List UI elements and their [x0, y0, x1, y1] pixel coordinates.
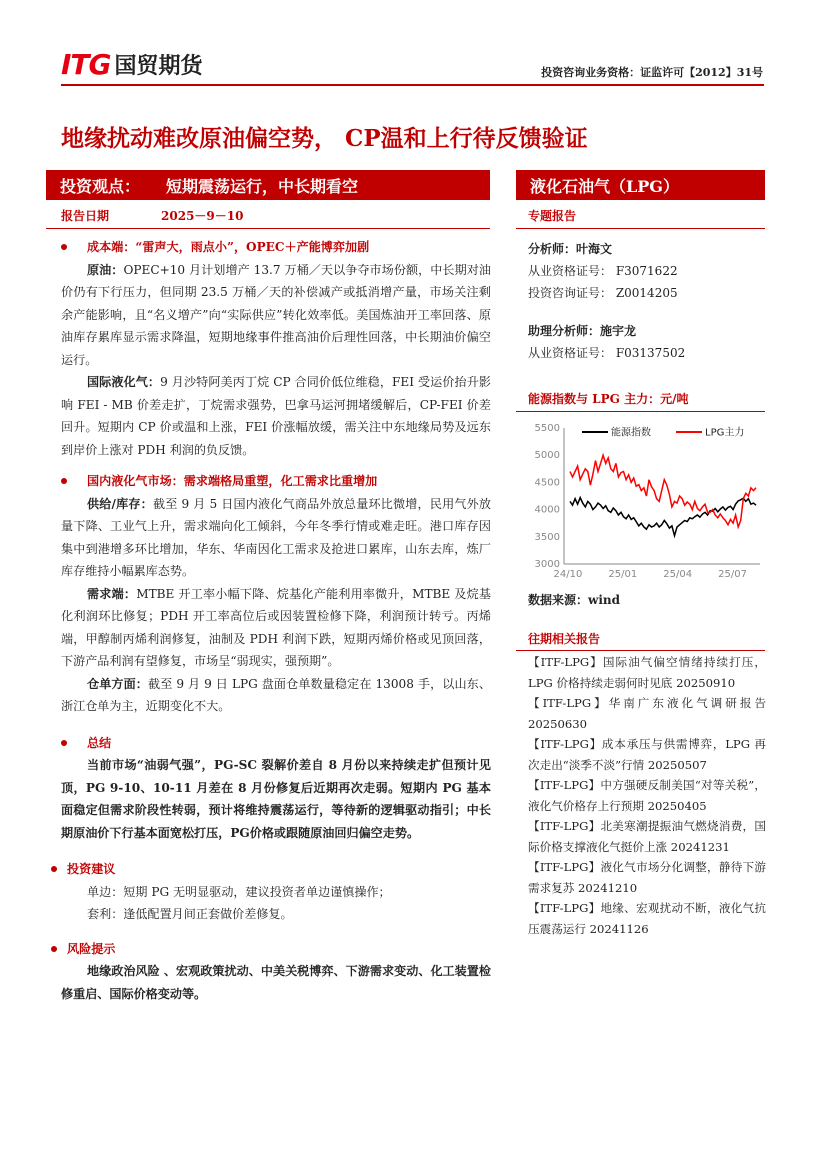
text-supply: 截至 9 月 5 日国内液化气商品外放总量环比微增，民用气外放量下降、工业气上升，需求端向化工倾斜，今年冬季行情或难走旺。港口库存因集中到港增多环比增加，华东、华南因化工需求及抢进口累库，山东去库，炼厂库存维持小幅累库态势。 — [61, 496, 491, 578]
label-supply: 供给/库存： — [87, 496, 153, 511]
past-report-item[interactable]: 【ITF-LPG】液化气市场分化调整，静待下游需求复苏 20241210 — [528, 860, 766, 895]
text-demand: MTBE 开工率小幅下降、烷基化产能利用率微升，MTBE 及烷基化利润环比修复；PDH 开工率高位后或因装置检修下降，利润预计转亏。丙烯端，甲醇制丙烯利润修复，油制及 PDH 利润下跌，短期丙烯价格或见顶回落，下游产品利润有望修复，市场呈“弱现实，强预期”。 — [61, 586, 491, 668]
x-tick-label: 24/10 — [553, 569, 583, 580]
x-tick-label: 25/01 — [608, 569, 638, 580]
past-report-item[interactable]: 【ITF-LPG】国际油气偏空情绪持续打压，LPG 价格持续走弱何时见底 20250910 — [528, 655, 766, 690]
logo — [61, 48, 203, 80]
assistant-row — [528, 320, 764, 342]
text-warehouse: 截至 9 月 9 日 LPG 盘面仓单数量稳定在 13008 手，以山东、浙江仓单为主，近期变化不大。 — [61, 676, 491, 713]
series-line-0 — [570, 498, 756, 536]
past-report-item[interactable]: 【ITF-LPG】成本承压与供需博弈，LPG 再次走出“淡季不淡”行情 20250507 — [528, 737, 766, 772]
qualification-text: 投资咨询业务资格：证监许可【2012】31号 — [541, 66, 763, 79]
logo-company-name: 国贸期货 — [114, 53, 203, 79]
label-crude: 原油： — [87, 262, 124, 277]
legend-label: 能源指数 — [611, 427, 651, 439]
past-reports-heading: 往期相关报告 — [528, 632, 601, 646]
viewpoint-bar — [46, 170, 490, 200]
paragraph-intl-lpg — [61, 371, 491, 461]
price-chart — [528, 418, 764, 590]
section-heading-advice: 投资建议 — [51, 858, 491, 881]
main-body — [61, 236, 491, 1005]
section-heading-risk: 风险提示 — [51, 938, 491, 961]
paragraph-warehouse — [61, 673, 491, 718]
label-intl-lpg: 国际液化气： — [87, 375, 161, 389]
divider-left — [46, 228, 490, 229]
text-intl-lpg: 9 月沙特阿美丙丁烷 CP 合同价低位维稳，FEI 受运价抬升影响 FEI - MB 价差走扩，丁烷需求强势，巴拿马运河拥堵缓解后，CP-FEI 价差回升。短期内 CP 价或温和上涨，FEI 价涨幅放缓，需关注中东地缘局势及远东到岸价上涨对 PDH 利润的负反馈。 — [61, 375, 491, 457]
past-report-item[interactable]: 【ITF-LPG】北美寒潮提振油气燃烧消费，国际价格支撑液化气挺价上涨 20241231 — [528, 819, 766, 854]
analyst-cert-2: 投资咨询证号： Z0014205 — [528, 286, 678, 300]
advice-line-1: 单边：短期 PG 无明显驱动，建议投资者单边谨慎操作； — [87, 884, 391, 899]
text-crude: OPEC+10 月计划增产 13.7 万桶／天以争夺市场份额，中长期对油价仍有下行压力，但同期 23.5 万桶／天的补偿减产或抵消增产量，市场关注剩余产能影响，且“名义增产”向“实际供应”转化效率低。美国炼油开工率回落、原油库存累库显示需求降温，短期地缘事件推高油价后理性回落，中长期油价偏空运行。 — [61, 262, 491, 367]
past-report-item[interactable]: 【ITF-LPG】华南广东液化气调研报告 20250630 — [528, 696, 766, 731]
header-rule — [61, 84, 764, 86]
section-heading-summary: 总结 — [61, 732, 491, 755]
viewpoint-text: 短期震荡运行，中长期看空 — [166, 176, 359, 196]
section-heading-domestic: 国内液化气市场：需求端格局重塑，化工需求比重增加 — [61, 470, 491, 493]
advice-line-2: 套利：逢低配置月间正套做价差修复。 — [87, 907, 293, 921]
paragraph-demand — [61, 583, 491, 673]
price-chart-svg — [528, 418, 764, 590]
report-date-value: 2025－9－10 — [161, 209, 244, 223]
y-tick-label: 4500 — [534, 477, 560, 489]
analyst-cert-1: 从业资格证号： F3071622 — [528, 264, 678, 278]
series-line-1 — [570, 455, 756, 527]
analyst-label: 分析师： — [528, 242, 577, 256]
category-bar: 液化石油气（LPG） — [516, 170, 765, 200]
x-tick-label: 25/07 — [718, 569, 747, 580]
past-report-item[interactable]: 【ITF-LPG】中方强硬反制美国“对等关税”，液化气价格存上行预期 20250405 — [528, 778, 766, 813]
past-report-item[interactable]: 【ITF-LPG】地缘、宏观扰动不断，液化气抗压震荡运行 20241126 — [528, 901, 766, 936]
analyst-info — [528, 238, 764, 364]
chart-rule — [516, 411, 765, 412]
x-tick-label: 25/04 — [663, 569, 693, 580]
y-tick-label: 5000 — [534, 450, 560, 462]
legend-label: LPG主力 — [705, 427, 745, 439]
report-title: 地缘扰动难改原油偏空势， CP温和上行待反馈验证 — [61, 125, 588, 152]
report-date-label: 报告日期 — [61, 209, 110, 223]
assistant-label: 助理分析师： — [528, 324, 601, 338]
analyst-name: 叶海文 — [576, 242, 613, 256]
chart-source: 数据来源：wind — [528, 593, 621, 607]
assistant-cert: 从业资格证号： F03137502 — [528, 346, 686, 360]
report-type: 专题报告 — [528, 209, 577, 223]
y-tick-label: 3500 — [534, 531, 560, 543]
chart-heading: 能源指数与 LPG 主力：元/吨 — [528, 392, 689, 406]
label-demand: 需求端： — [87, 586, 137, 601]
label-warehouse: 仓单方面： — [87, 676, 148, 691]
paragraph-crude — [61, 259, 491, 372]
paragraph-supply — [61, 493, 491, 583]
risk-text: 地缘政治风险 、宏观政策扰动、中美关税博弈、下游需求变动、化工装置检修重启、国际价格变动等。 — [61, 964, 491, 1001]
summary-text: 当前市场“油弱气强”，PG-SC 裂解价差自 8 月份以来持续走扩但预计见顶，PG 9-10、10-11 月差在 8 月份修复后近期再次走弱。短期内 PG 基本面稳定但需求阶段性转弱，预计将维持震荡运行，等待新的逻辑驱动指引；中长期原油价下行基本面宽松打压，PG价格或跟随原油回归偏空走势。 — [61, 758, 491, 840]
y-tick-label: 4000 — [534, 504, 560, 516]
y-tick-label: 5500 — [534, 423, 560, 434]
report-date — [61, 207, 243, 224]
viewpoint-label: 投资观点： — [60, 176, 141, 196]
divider-right — [516, 228, 765, 229]
past-reports-rule — [516, 650, 765, 651]
past-reports-list — [528, 652, 766, 939]
assistant-name: 施宇龙 — [600, 324, 637, 338]
analyst-row — [528, 238, 764, 260]
y-tick-label: 3000 — [534, 559, 560, 570]
section-heading-cost: 成本端：“雷声大，雨点小”，OPEC＋产能博弈加剧 — [61, 236, 491, 259]
logo-itg: ITG — [61, 47, 111, 81]
